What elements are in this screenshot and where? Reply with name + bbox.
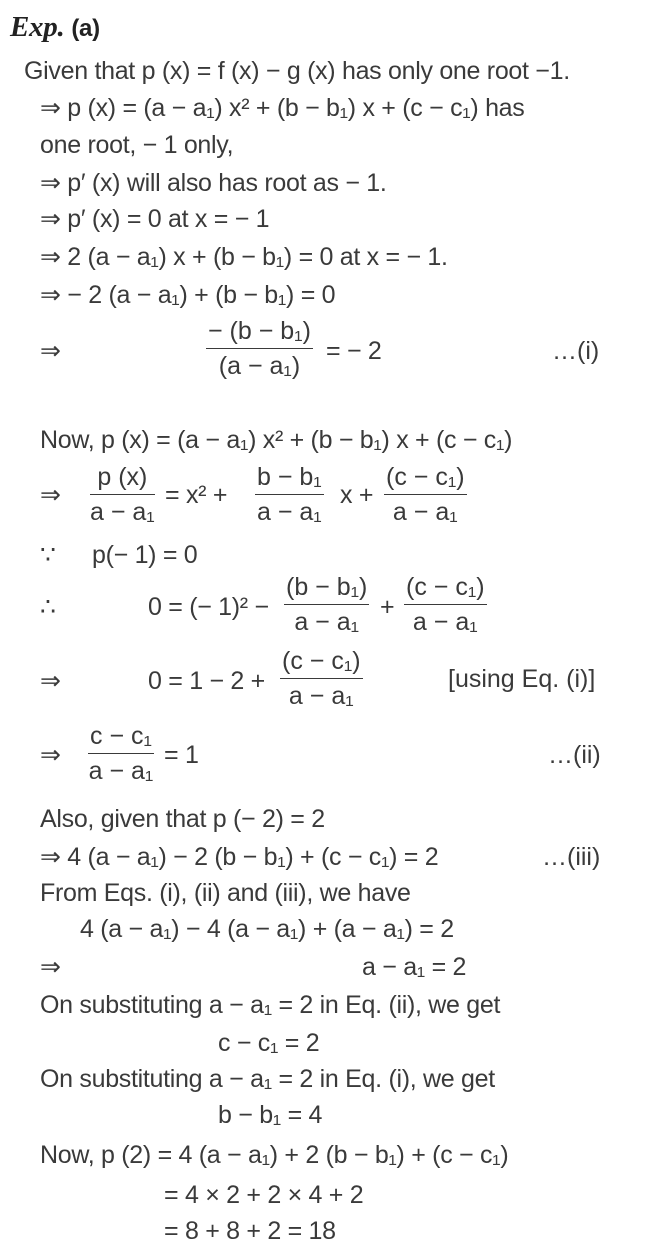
fraction-denominator: (a − a₁) [218, 352, 301, 380]
equation-tag-ii: …(ii) [548, 741, 601, 769]
fraction-c-term [280, 646, 363, 711]
implies-arrow: ⇒ [40, 953, 61, 981]
plus-sign: + [380, 593, 395, 621]
using-eq-note: [using Eq. (i)] [448, 665, 596, 693]
eq-middle-text: x + [340, 481, 374, 509]
fraction-denominator: a − a₁ [90, 498, 155, 526]
line-now-p: Now, p (x) = (a − a₁) x² + (b − b₁) x + (c − c₁) [40, 426, 513, 454]
fraction-eq-i [206, 316, 313, 381]
fraction-numerator: c − c₁ [88, 721, 154, 754]
line-given: Given that p (x) = f (x) − g (x) has only one root −1. [24, 57, 570, 85]
line-also-given: Also, given that p (− 2) = 2 [40, 805, 325, 833]
line-c-result: c − c₁ = 2 [218, 1029, 320, 1057]
therefore-symbol: ∴ [40, 593, 56, 621]
line-calc-2: = 8 + 8 + 2 = 18 [164, 1217, 336, 1245]
line-derivative-zero: ⇒ p′ (x) = 0 at x = − 1 [40, 205, 270, 233]
line-combined: 4 (a − a₁) − 4 (a − a₁) + (a − a₁) = 2 [80, 915, 454, 943]
eq-ii-rhs: = 1 [164, 741, 199, 769]
fraction-eq-ii [88, 721, 154, 786]
fraction-denominator: a − a₁ [288, 682, 354, 710]
line-substitute: ⇒ − 2 (a − a₁) + (b − b₁) = 0 [40, 281, 336, 309]
line-eq-iii: ⇒ 4 (a − a₁) − 2 (b − b₁) + (c − c₁) = 2 [40, 843, 439, 871]
implies-arrow: ⇒ [40, 741, 61, 769]
eq-middle-text: = x² + [165, 481, 228, 509]
fraction-numerator: b − b₁ [255, 462, 324, 495]
answer-option: (a) [71, 15, 100, 42]
fraction-b-over [255, 462, 324, 527]
line-from-eqs: From Eqs. (i), (ii) and (iii), we have [40, 879, 411, 907]
solution-header [10, 12, 100, 44]
line-p-expansion: ⇒ p (x) = (a − a₁) x² + (b − b₁) x + (c − c₁) has [40, 94, 525, 122]
fraction-c-term [404, 572, 487, 637]
fraction-denominator: a − a₁ [257, 498, 322, 526]
exp-label: Exp. [10, 11, 65, 43]
fraction-denominator: a − a₁ [294, 608, 360, 636]
eq-i-rhs: = − 2 [326, 337, 382, 365]
line-derivative-expr: ⇒ 2 (a − a₁) x + (b − b₁) = 0 at x = − 1. [40, 243, 448, 271]
line-one-root: one root, − 1 only, [40, 131, 234, 159]
line-derivative-root: ⇒ p′ (x) will also has root as − 1. [40, 169, 387, 197]
fraction-denominator: a − a₁ [88, 757, 154, 785]
implies-arrow: ⇒ [40, 337, 61, 365]
implies-arrow: ⇒ [40, 481, 61, 509]
fraction-c-over [384, 462, 467, 527]
fraction-numerator: (c − c₁) [404, 572, 487, 605]
fraction-b-term [284, 572, 369, 637]
fraction-numerator: − (b − b₁) [206, 316, 313, 349]
line-substitute-ii: On substituting a − a₁ = 2 in Eq. (ii), we get [40, 991, 501, 1019]
fraction-numerator: p (x) [90, 462, 155, 495]
equation-tag-i: …(i) [552, 337, 600, 365]
fraction-p-over [90, 462, 155, 527]
line-p-of-2: Now, p (2) = 4 (a − a₁) + 2 (b − b₁) + (c − c₁) [40, 1141, 509, 1169]
fraction-numerator: (c − c₁) [384, 462, 467, 495]
eq-lhs: 0 = (− 1)² − [148, 593, 269, 621]
because-symbol: ∵ [40, 541, 56, 569]
line-p-minus-one: p(− 1) = 0 [92, 541, 198, 569]
fraction-numerator: (b − b₁) [284, 572, 369, 605]
line-b-result: b − b₁ = 4 [218, 1101, 323, 1129]
fraction-denominator: a − a₁ [392, 498, 458, 526]
line-calc-1: = 4 × 2 + 2 × 4 + 2 [164, 1181, 364, 1209]
fraction-numerator: (c − c₁) [280, 646, 363, 679]
equation-tag-iii: …(iii) [542, 843, 601, 871]
line-substitute-i: On substituting a − a₁ = 2 in Eq. (i), we get [40, 1065, 495, 1093]
eq-lhs: 0 = 1 − 2 + [148, 667, 265, 695]
implies-arrow: ⇒ [40, 667, 61, 695]
line-a-result: a − a₁ = 2 [362, 953, 467, 981]
fraction-denominator: a − a₁ [412, 608, 478, 636]
